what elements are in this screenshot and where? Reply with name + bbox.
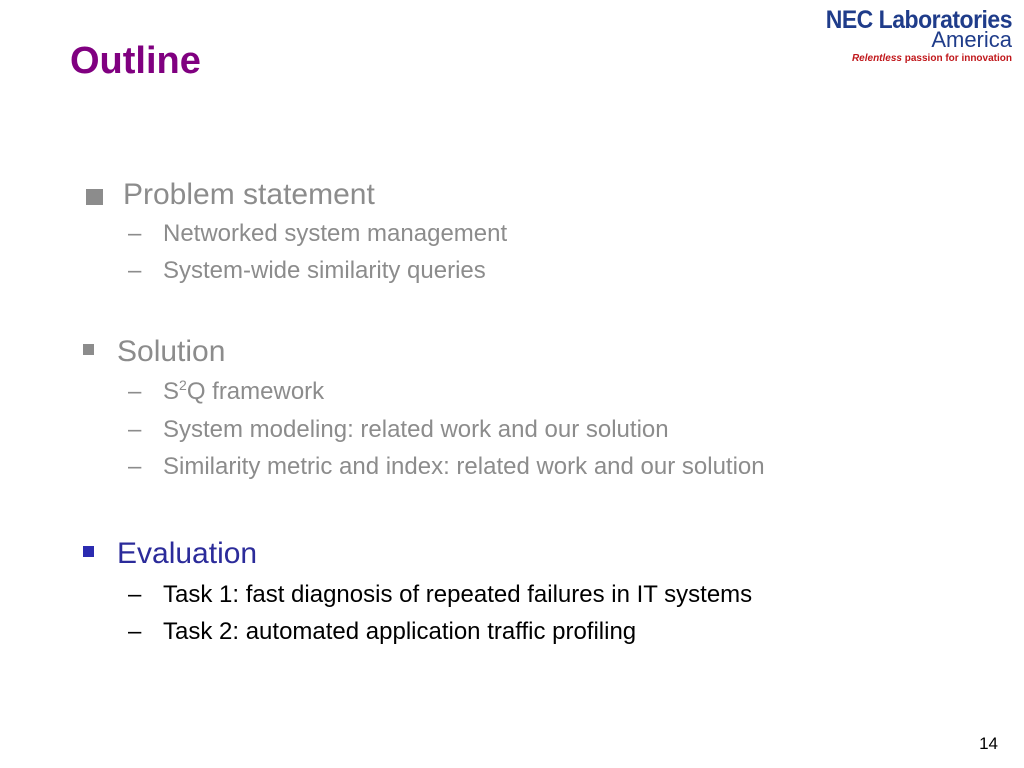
s2q-suffix: Q framework xyxy=(186,378,325,405)
list-item-text: Networked system management xyxy=(163,220,508,247)
dash-icon: – xyxy=(128,378,142,405)
slide-title: Outline xyxy=(70,40,201,82)
list-item-text: Task 2: automated application traffic profiling xyxy=(163,618,637,645)
list-item-text: System-wide similarity queries xyxy=(163,257,486,284)
dash-icon: – xyxy=(128,453,142,480)
dash-icon: – xyxy=(128,257,142,284)
dash-icon: – xyxy=(128,416,142,443)
square-bullet-icon xyxy=(83,546,94,557)
s2q-prefix: S xyxy=(163,378,180,405)
section-label: Problem statement xyxy=(123,178,375,211)
logo-tagline-italic: Relentless xyxy=(851,53,902,64)
square-bullet-icon xyxy=(86,189,103,205)
list-item-text: Task 1: fast diagnosis of repeated failures in IT systems xyxy=(163,581,753,608)
logo-tagline-rest: passion for innovation xyxy=(901,53,1012,64)
list-item-text: Similarity metric and index: related work and our solution xyxy=(163,453,765,480)
s2q-superscript: 2 xyxy=(179,377,187,393)
list-item-text xyxy=(163,377,325,405)
logo-tagline xyxy=(826,54,1012,64)
page-number: 14 xyxy=(979,734,998,753)
logo-line-1: NEC Laboratories xyxy=(825,4,1012,34)
section-label: Solution xyxy=(117,335,226,368)
dash-icon: – xyxy=(128,220,142,247)
nec-logo xyxy=(825,4,1012,64)
dash-icon: – xyxy=(128,581,142,608)
list-item-text: System modeling: related work and our solution xyxy=(163,416,669,443)
section-label: Evaluation xyxy=(117,537,258,570)
dash-icon: – xyxy=(128,618,142,645)
square-bullet-icon xyxy=(83,344,94,355)
logo-line-2: America xyxy=(931,27,1012,52)
